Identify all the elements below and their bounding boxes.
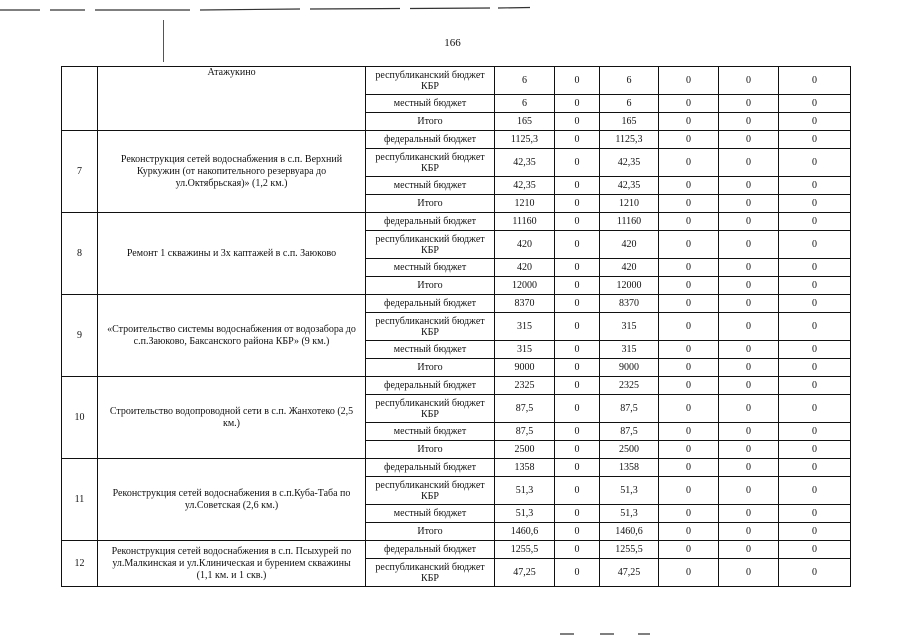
amount-cell: 0: [719, 441, 779, 459]
table-body: [62, 67, 851, 587]
amount-cell: 0: [555, 423, 600, 441]
amount-cell: 0: [719, 231, 779, 259]
amount-cell: 0: [779, 67, 851, 95]
funding-source: Итого: [366, 441, 495, 459]
amount-cell: 0: [659, 231, 719, 259]
amount-cell: 11160: [600, 213, 659, 231]
project-name: «Строительство системы водоснабжения от водозабора до с.п.Заюково, Баксанского района КБР» (9 км.): [98, 295, 366, 377]
amount-cell: 6: [495, 95, 555, 113]
amount-cell: 42,35: [600, 177, 659, 195]
project-name: Ремонт 1 скважины и 3х каптажей в с.п. Заюково: [98, 213, 366, 295]
amount-cell: 0: [719, 423, 779, 441]
amount-cell: 0: [555, 313, 600, 341]
amount-cell: 0: [555, 523, 600, 541]
funding-source: местный бюджет: [366, 177, 495, 195]
table-row: [62, 295, 851, 313]
amount-cell: 0: [555, 95, 600, 113]
amount-cell: 0: [659, 95, 719, 113]
amount-cell: 315: [600, 341, 659, 359]
funding-source: федеральный бюджет: [366, 131, 495, 149]
amount-cell: 0: [555, 213, 600, 231]
amount-cell: 6: [495, 67, 555, 95]
amount-cell: 0: [779, 277, 851, 295]
amount-cell: 0: [659, 423, 719, 441]
amount-cell: 0: [659, 505, 719, 523]
amount-cell: 1255,5: [600, 541, 659, 559]
amount-cell: 0: [779, 149, 851, 177]
amount-cell: 0: [555, 259, 600, 277]
amount-cell: 2325: [600, 377, 659, 395]
amount-cell: 42,35: [495, 177, 555, 195]
amount-cell: 0: [719, 259, 779, 277]
amount-cell: 0: [719, 505, 779, 523]
amount-cell: 0: [555, 131, 600, 149]
amount-cell: 0: [719, 341, 779, 359]
amount-cell: 315: [600, 313, 659, 341]
amount-cell: 42,35: [495, 149, 555, 177]
funding-source: республиканский бюджет КБР: [366, 149, 495, 177]
scan-mark: [163, 20, 164, 62]
funding-source: местный бюджет: [366, 259, 495, 277]
amount-cell: 0: [719, 177, 779, 195]
amount-cell: 0: [719, 559, 779, 587]
amount-cell: 0: [719, 395, 779, 423]
amount-cell: 0: [555, 377, 600, 395]
amount-cell: 0: [555, 477, 600, 505]
project-number: 7: [62, 131, 98, 213]
funding-source: республиканский бюджет КБР: [366, 231, 495, 259]
amount-cell: 0: [659, 67, 719, 95]
amount-cell: 51,3: [600, 477, 659, 505]
amount-cell: 0: [659, 523, 719, 541]
amount-cell: 0: [659, 359, 719, 377]
amount-cell: 47,25: [495, 559, 555, 587]
funding-source: Итого: [366, 523, 495, 541]
amount-cell: 0: [719, 131, 779, 149]
amount-cell: 420: [600, 259, 659, 277]
amount-cell: 0: [779, 523, 851, 541]
amount-cell: 0: [779, 131, 851, 149]
amount-cell: 0: [555, 541, 600, 559]
amount-cell: 0: [555, 231, 600, 259]
amount-cell: 0: [555, 395, 600, 423]
table-row: [62, 377, 851, 395]
amount-cell: 87,5: [600, 395, 659, 423]
amount-cell: 1125,3: [600, 131, 659, 149]
funding-source: федеральный бюджет: [366, 459, 495, 477]
amount-cell: 0: [779, 359, 851, 377]
amount-cell: 0: [719, 541, 779, 559]
amount-cell: 0: [555, 295, 600, 313]
amount-cell: 0: [779, 113, 851, 131]
table-row: [62, 459, 851, 477]
amount-cell: 315: [495, 341, 555, 359]
amount-cell: 420: [495, 231, 555, 259]
page-number: 166: [444, 37, 461, 49]
amount-cell: 0: [779, 177, 851, 195]
amount-cell: 6: [600, 67, 659, 95]
amount-cell: 0: [555, 559, 600, 587]
amount-cell: 0: [779, 313, 851, 341]
amount-cell: 0: [779, 505, 851, 523]
funding-source: республиканский бюджет КБР: [366, 477, 495, 505]
amount-cell: 0: [719, 359, 779, 377]
amount-cell: 1460,6: [495, 523, 555, 541]
amount-cell: 0: [659, 459, 719, 477]
funding-source: федеральный бюджет: [366, 213, 495, 231]
amount-cell: 0: [779, 441, 851, 459]
amount-cell: 0: [555, 341, 600, 359]
bottom-scan-marks: [560, 632, 650, 636]
project-number: 8: [62, 213, 98, 295]
amount-cell: 0: [719, 95, 779, 113]
table-row: [62, 131, 851, 149]
amount-cell: 0: [779, 341, 851, 359]
project-name: Реконструкция сетей водоснабжения в с.п. Псыхурей по ул.Малкинская и ул.Клиническая и бурением скважины (1,1 км. и 1 скв.): [98, 541, 366, 587]
amount-cell: 0: [659, 295, 719, 313]
amount-cell: 1460,6: [600, 523, 659, 541]
project-number: 11: [62, 459, 98, 541]
top-scan-border: [0, 6, 905, 16]
amount-cell: 0: [719, 277, 779, 295]
funding-source: местный бюджет: [366, 341, 495, 359]
amount-cell: 0: [659, 341, 719, 359]
amount-cell: 0: [555, 67, 600, 95]
amount-cell: 0: [659, 277, 719, 295]
amount-cell: 0: [659, 313, 719, 341]
funding-source: федеральный бюджет: [366, 377, 495, 395]
amount-cell: 0: [659, 395, 719, 423]
table-row: [62, 213, 851, 231]
project-name: Атажукино: [98, 67, 366, 131]
amount-cell: 1125,3: [495, 131, 555, 149]
amount-cell: 0: [719, 313, 779, 341]
amount-cell: 8370: [495, 295, 555, 313]
amount-cell: 0: [659, 149, 719, 177]
amount-cell: 0: [779, 477, 851, 505]
amount-cell: 0: [719, 377, 779, 395]
amount-cell: 0: [555, 149, 600, 177]
amount-cell: 12000: [600, 277, 659, 295]
amount-cell: 0: [659, 559, 719, 587]
funding-source: Итого: [366, 113, 495, 131]
amount-cell: 1358: [495, 459, 555, 477]
budget-table: [61, 66, 851, 587]
amount-cell: 0: [719, 67, 779, 95]
amount-cell: 0: [779, 377, 851, 395]
amount-cell: 12000: [495, 277, 555, 295]
amount-cell: 0: [659, 131, 719, 149]
amount-cell: 0: [659, 113, 719, 131]
amount-cell: 0: [555, 459, 600, 477]
amount-cell: 87,5: [600, 423, 659, 441]
funding-source: республиканский бюджет КБР: [366, 395, 495, 423]
amount-cell: 0: [659, 541, 719, 559]
amount-cell: 42,35: [600, 149, 659, 177]
amount-cell: 0: [719, 295, 779, 313]
amount-cell: 0: [779, 295, 851, 313]
amount-cell: 8370: [600, 295, 659, 313]
amount-cell: 51,3: [600, 505, 659, 523]
project-name: Реконструкция сетей водоснабжения в с.п. Верхний Куркужин (от накопительного резервуара до ул.Октябрьская)» (1,2 км.): [98, 131, 366, 213]
amount-cell: 0: [659, 377, 719, 395]
amount-cell: 51,3: [495, 477, 555, 505]
project-name: Строительство водопроводной сети в с.п. Жанхотеко (2,5 км.): [98, 377, 366, 459]
project-number: 10: [62, 377, 98, 459]
funding-source: Итого: [366, 277, 495, 295]
amount-cell: 2500: [495, 441, 555, 459]
amount-cell: 87,5: [495, 395, 555, 423]
amount-cell: 51,3: [495, 505, 555, 523]
amount-cell: 0: [719, 477, 779, 505]
amount-cell: 0: [659, 177, 719, 195]
amount-cell: 6: [600, 95, 659, 113]
amount-cell: 0: [779, 459, 851, 477]
funding-source: республиканский бюджет КБР: [366, 559, 495, 587]
amount-cell: 315: [495, 313, 555, 341]
amount-cell: 0: [659, 195, 719, 213]
amount-cell: 0: [659, 477, 719, 505]
funding-source: федеральный бюджет: [366, 295, 495, 313]
amount-cell: 165: [600, 113, 659, 131]
amount-cell: 0: [779, 95, 851, 113]
project-number: 12: [62, 541, 98, 587]
amount-cell: 420: [600, 231, 659, 259]
amount-cell: 0: [779, 423, 851, 441]
amount-cell: 9000: [495, 359, 555, 377]
amount-cell: 0: [659, 213, 719, 231]
amount-cell: 0: [719, 195, 779, 213]
funding-source: республиканский бюджет КБР: [366, 67, 495, 95]
amount-cell: 9000: [600, 359, 659, 377]
amount-cell: 0: [555, 195, 600, 213]
funding-source: республиканский бюджет КБР: [366, 313, 495, 341]
amount-cell: 47,25: [600, 559, 659, 587]
amount-cell: 0: [779, 213, 851, 231]
amount-cell: 0: [555, 177, 600, 195]
funding-source: местный бюджет: [366, 423, 495, 441]
project-number: [62, 67, 98, 131]
amount-cell: 1210: [600, 195, 659, 213]
amount-cell: 0: [555, 505, 600, 523]
amount-cell: 0: [555, 441, 600, 459]
amount-cell: 0: [555, 113, 600, 131]
funding-source: федеральный бюджет: [366, 541, 495, 559]
amount-cell: 0: [779, 541, 851, 559]
amount-cell: 0: [659, 259, 719, 277]
amount-cell: 0: [719, 113, 779, 131]
amount-cell: 2325: [495, 377, 555, 395]
amount-cell: 0: [719, 149, 779, 177]
amount-cell: 0: [719, 213, 779, 231]
amount-cell: 420: [495, 259, 555, 277]
funding-source: местный бюджет: [366, 505, 495, 523]
amount-cell: 0: [555, 277, 600, 295]
amount-cell: 0: [779, 395, 851, 423]
amount-cell: 0: [555, 359, 600, 377]
amount-cell: 11160: [495, 213, 555, 231]
project-number: 9: [62, 295, 98, 377]
funding-source: Итого: [366, 359, 495, 377]
amount-cell: 0: [719, 523, 779, 541]
amount-cell: 1210: [495, 195, 555, 213]
amount-cell: 0: [779, 231, 851, 259]
amount-cell: 0: [779, 195, 851, 213]
amount-cell: 165: [495, 113, 555, 131]
amount-cell: 1255,5: [495, 541, 555, 559]
amount-cell: 2500: [600, 441, 659, 459]
table-row: [62, 541, 851, 559]
project-name: Реконструкция сетей водоснабжения в с.п.Куба-Таба по ул.Советская (2,6 км.): [98, 459, 366, 541]
table-row: [62, 67, 851, 95]
funding-source: Итого: [366, 195, 495, 213]
funding-source: местный бюджет: [366, 95, 495, 113]
amount-cell: 0: [659, 441, 719, 459]
amount-cell: 1358: [600, 459, 659, 477]
amount-cell: 0: [779, 559, 851, 587]
amount-cell: 87,5: [495, 423, 555, 441]
amount-cell: 0: [719, 459, 779, 477]
amount-cell: 0: [779, 259, 851, 277]
